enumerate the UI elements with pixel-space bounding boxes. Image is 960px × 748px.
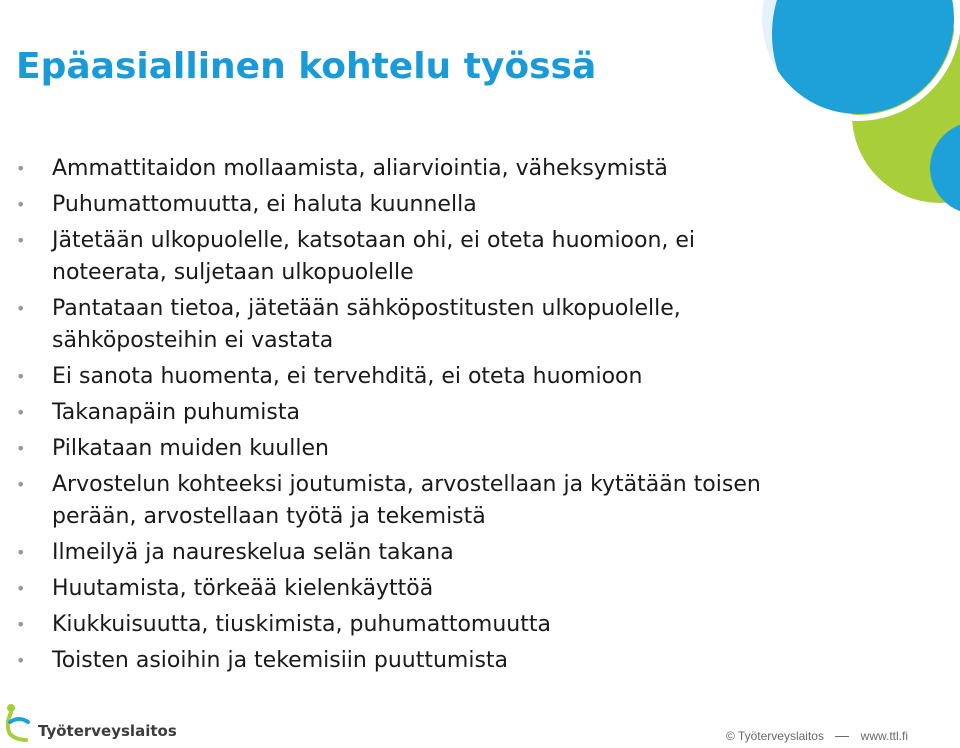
ttl-logo-icon — [2, 700, 36, 744]
footer-copyright: © Työterveyslaitos — [725, 729, 824, 743]
bullet-text-line: Kiukkuisuutta, tiuskimista, puhumattomuutta — [52, 612, 551, 637]
footer-url[interactable]: www.ttl.fi — [860, 729, 908, 743]
bullet-dot: • — [16, 475, 26, 494]
bullet-dot: • — [16, 543, 26, 562]
bullet-dot: • — [16, 439, 26, 458]
bullet-text-line: Pantataan tietoa, jätetään sähköpostitusten ulkopuolelle, — [52, 296, 681, 321]
bullet-item — [16, 189, 916, 221]
bullet-item — [16, 433, 916, 465]
bullet-list — [16, 153, 916, 681]
slide-title: Epäasiallinen kohtelu työssä — [16, 46, 597, 87]
bullet-dot: • — [16, 195, 26, 214]
bullet-item — [16, 361, 916, 393]
bullet-text-line: Arvostelun kohteeksi joutumista, arvostellaan ja kytätään toisen — [52, 472, 761, 497]
bullet-text-line: Jätetään ulkopuolelle, katsotaan ohi, ei oteta huomioon, ei — [52, 228, 696, 253]
bullet-text-line: Toisten asioihin ja tekemisiin puuttumista — [52, 648, 509, 673]
bullet-item — [16, 573, 916, 605]
bullet-text-line: sähköposteihin ei vastata — [52, 328, 334, 353]
bullet-item — [16, 397, 916, 429]
bullet-text-line: Puhumattomuutta, ei haluta kuunnella — [52, 192, 477, 217]
bullet-dot: • — [16, 403, 26, 422]
bullet-text-line: perään, arvostellaan työtä ja tekemistä — [52, 504, 486, 529]
bullet-item — [16, 293, 916, 357]
bullet-text-line: Huutamista, törkeää kielenkäyttöä — [52, 576, 434, 601]
bullet-item — [16, 645, 916, 677]
logo-text: Työterveyslaitos — [38, 722, 177, 740]
bullet-dot: • — [16, 579, 26, 598]
bullet-dot: • — [16, 159, 26, 178]
ttl-logo — [2, 700, 177, 744]
bullet-text-line: noteerata, suljetaan ulkopuolelle — [52, 260, 414, 285]
bullet-dot: • — [16, 367, 26, 386]
bullet-text-line: Takanapäin puhumista — [52, 400, 300, 425]
bullet-text-line: Ammattitaidon mollaamista, aliarviointia, väheksymistä — [52, 156, 668, 181]
bullet-dot: • — [16, 231, 26, 250]
bullet-item — [16, 469, 916, 533]
footer-separator — [835, 736, 849, 737]
bullet-text-line: Ei sanota huomenta, ei tervehditä, ei oteta huomioon — [52, 364, 643, 389]
bullet-item — [16, 537, 916, 569]
bullet-dot: • — [16, 615, 26, 634]
bullet-dot: • — [16, 651, 26, 670]
bullet-item — [16, 225, 916, 289]
bullet-item — [16, 153, 916, 185]
bullet-dot: • — [16, 299, 26, 318]
bullet-item — [16, 609, 916, 641]
bullet-text-line: Ilmeilyä ja naureskelua selän takana — [52, 540, 454, 565]
bullet-text-line: Pilkataan muiden kuullen — [52, 436, 329, 461]
footer — [726, 729, 908, 743]
